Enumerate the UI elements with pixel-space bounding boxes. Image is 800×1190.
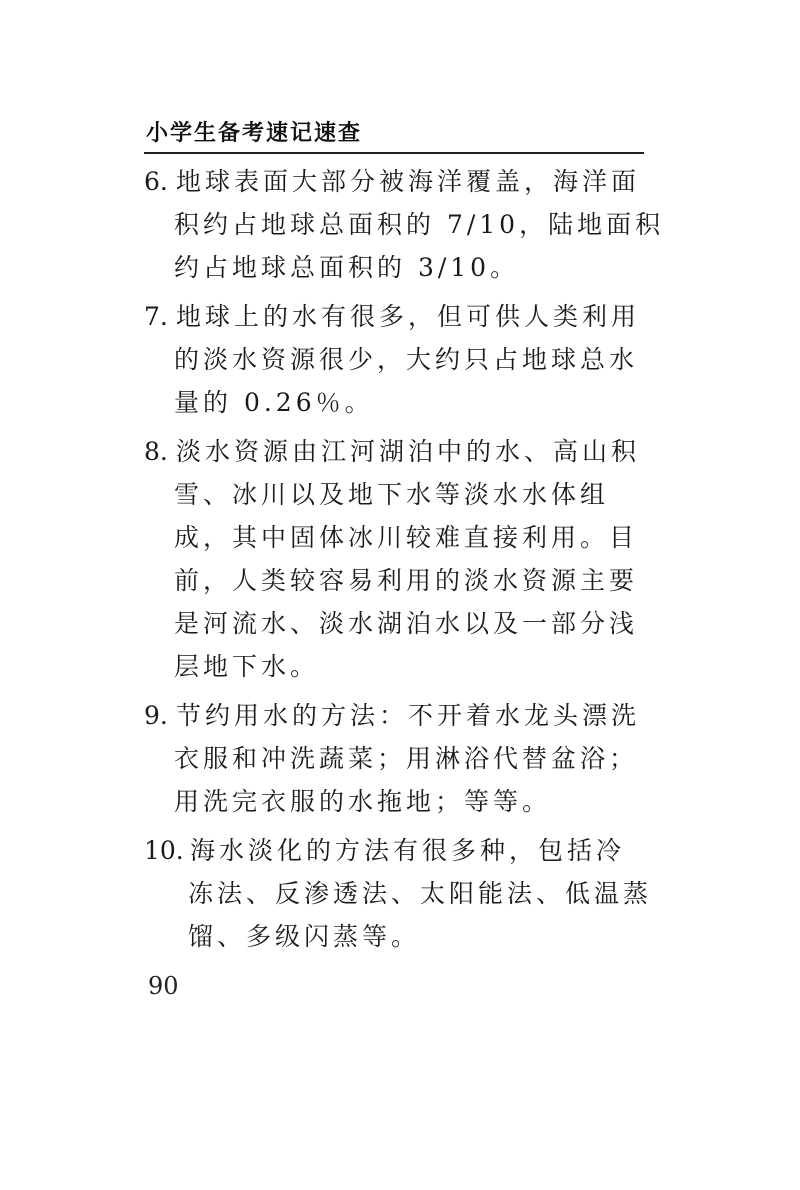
item-text-line: 衣服和冲洗蔬菜；用淋浴代替盆浴；: [174, 744, 639, 773]
item-text-line: 冻法、反渗透法、太阳能法、低温蒸: [188, 879, 653, 908]
list-item: [144, 829, 654, 958]
item-text-line: 量的 0.26％。: [174, 388, 374, 417]
item-text-line: 雪、冰川以及地下水等淡水水体组: [174, 480, 610, 509]
item-text-line: 用洗完衣服的水拖地；等等。: [174, 787, 552, 816]
item-text-line: 节约用水的方法：不开着水龙头漂洗: [176, 701, 641, 730]
list-item: [144, 694, 654, 823]
item-text-line: 地球表面大部分被海洋覆盖，海洋面: [176, 167, 641, 196]
item-text-line: 淡水资源由江河湖泊中的水、高山积: [176, 437, 641, 466]
item-text-line: 地球上的水有很多，但可供人类利用: [176, 302, 641, 331]
item-text-line: 约占地球总面积的 3/10。: [174, 253, 520, 282]
list-item: [144, 430, 654, 688]
item-number: 8.: [144, 437, 168, 466]
item-text-line: 的淡水资源很少，大约只占地球总水: [174, 345, 639, 374]
item-number: 6.: [144, 167, 168, 196]
item-number: 7.: [144, 302, 168, 331]
item-text-line: 成，其中固体冰川较难直接利用。目: [174, 523, 639, 552]
item-number: 10.: [144, 836, 184, 865]
list-item: [144, 295, 654, 424]
page-number: 90: [148, 972, 179, 1000]
item-text-line: 馏、多级闪蒸等。: [188, 922, 421, 951]
item-list: [144, 160, 665, 964]
list-item: [144, 160, 665, 289]
item-text-line: 前，人类较容易利用的淡水资源主要: [174, 566, 639, 595]
item-text-line: 层地下水。: [174, 652, 320, 681]
item-number: 9.: [144, 701, 168, 730]
running-head-title: 小学生备考速记速查: [146, 121, 363, 146]
header-rule: [144, 152, 644, 154]
item-text-line: 是河流水、淡水湖泊水以及一部分浅: [174, 609, 639, 638]
item-text-line: 海水淡化的方法有很多种，包括冷: [190, 836, 626, 865]
item-text-line: 积约占地球总面积的 7/10，陆地面积: [174, 210, 665, 239]
